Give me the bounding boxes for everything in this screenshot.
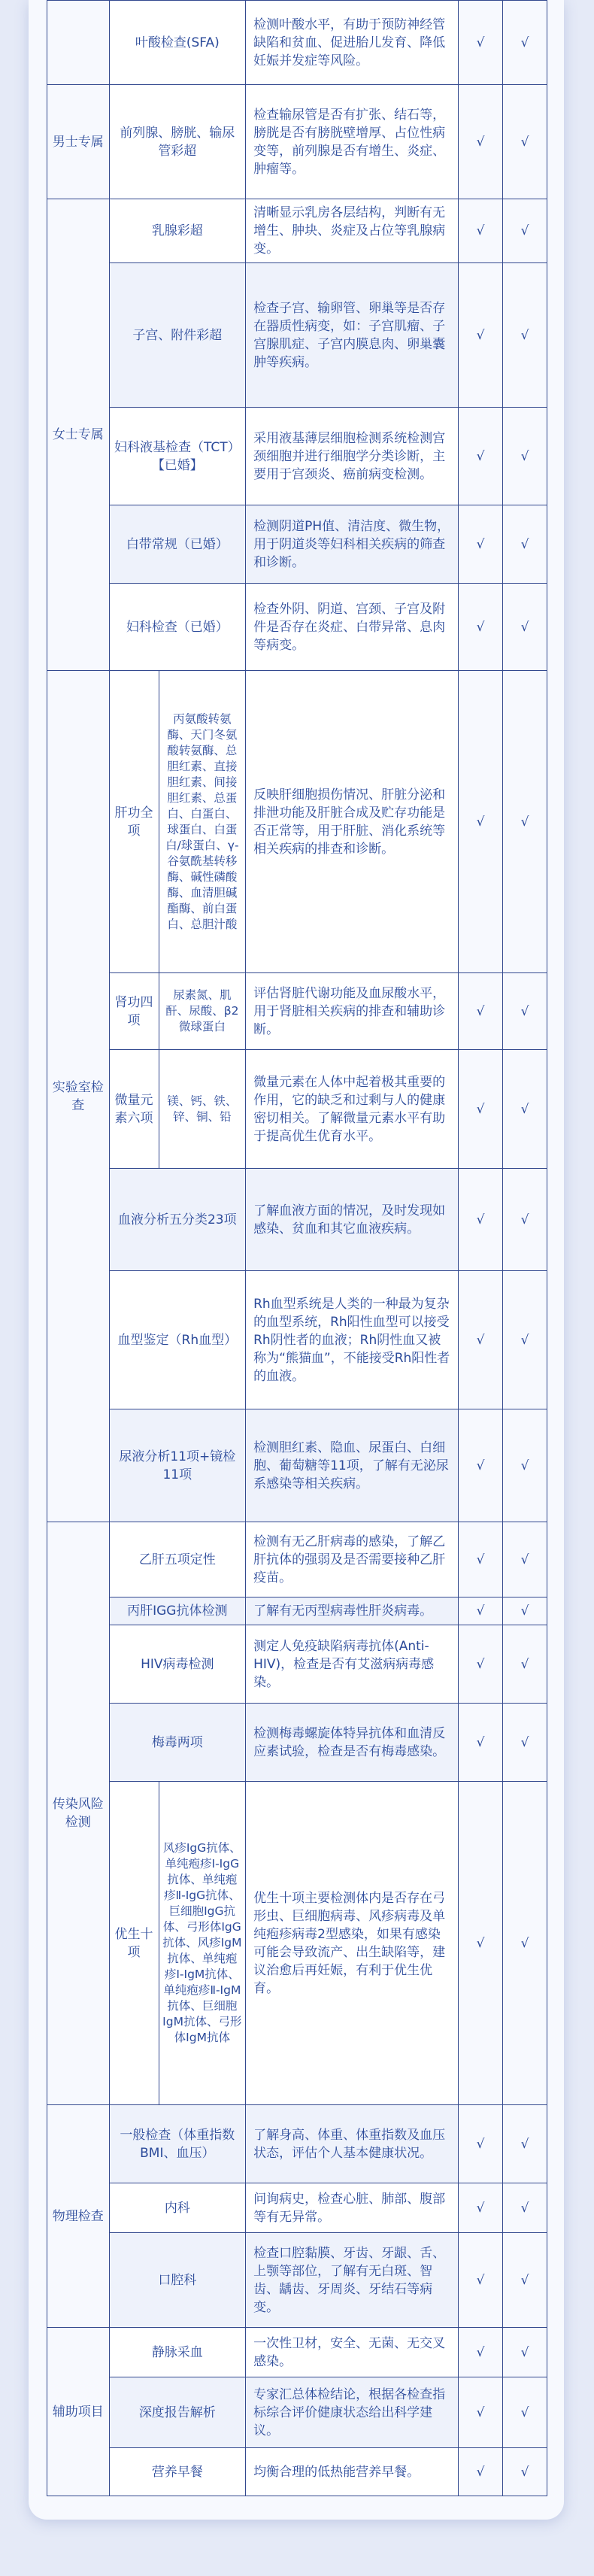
table-row — [47, 1704, 547, 1782]
item-description: 优生十项主要检测体内是否存在弓形虫、巨细胞病毒、风疹病毒及单纯疱疹病毒2型感染，如果有感染可能会导致流产、出生缺陷等，建议治愈后再妊娠，有利于优生优育。 — [246, 1782, 459, 2105]
check-mark: √ — [459, 2328, 503, 2377]
check-mark: √ — [459, 1409, 503, 1522]
check-mark: √ — [459, 1782, 503, 2105]
item-name: 子宫、附件彩超 — [109, 263, 246, 408]
table-row — [47, 1625, 547, 1704]
table-row — [47, 2328, 547, 2377]
item-name: HIV病毒检测 — [109, 1625, 246, 1704]
item-description: 检测叶酸水平，有助于预防神经管缺陷和贫血、促进胎儿发育、降低妊娠并发症等风险。 — [246, 1, 459, 85]
item-subitems: 风疹IgG抗体、单纯疱疹Ⅰ-IgG抗体、单纯疱疹Ⅱ-IgG抗体、巨细胞IgG抗体、弓形体IgG抗体、风疹IgM抗体、单纯疱疹Ⅰ-IgM抗体、单纯疱疹Ⅱ-IgM抗体、巨细胞IgM抗体、弓形体IgM抗体 — [159, 1782, 246, 2105]
check-mark: √ — [459, 2448, 503, 2496]
item-description: 评估肾脏代谢功能及血尿酸水平，用于肾脏相关疾病的排查和辅助诊断。 — [246, 973, 459, 1050]
table-row — [47, 1271, 547, 1409]
check-mark: √ — [503, 671, 547, 973]
item-name: 内科 — [109, 2183, 246, 2233]
check-mark: √ — [459, 2105, 503, 2183]
item-subitems: 尿素氮、肌酐、尿酸、β2微球蛋白 — [159, 973, 246, 1050]
item-subitems: 丙氨酸转氨酶、天门冬氨酸转氨酶、总胆红素、直接胆红素、间接胆红素、总蛋白、白蛋白、球蛋白、白蛋白/球蛋白、γ-谷氨酰基转移酶、碱性磷酸酶、血清胆碱酯酶、前白蛋白、总胆汁酸 — [159, 671, 246, 973]
check-mark: √ — [459, 408, 503, 505]
table-row — [47, 671, 547, 973]
check-mark: √ — [503, 1782, 547, 2105]
item-name: 血型鉴定（Rh血型） — [109, 1271, 246, 1409]
item-description: 清晰显示乳房各层结构，判断有无增生、肿块、炎症及占位等乳腺病变。 — [246, 199, 459, 263]
check-mark: √ — [459, 2377, 503, 2448]
check-mark: √ — [503, 1597, 547, 1625]
exam-items-table — [47, 0, 547, 2496]
item-description: 了解血液方面的情况，及时发现如感染、贫血和其它血液疾病。 — [246, 1169, 459, 1271]
item-name: 白带常规（已婚） — [109, 505, 246, 584]
table-row — [47, 408, 547, 505]
check-mark: √ — [503, 584, 547, 671]
table-row — [47, 1409, 547, 1522]
table-row — [47, 2105, 547, 2183]
table-row — [47, 1050, 547, 1169]
table-row — [47, 1597, 547, 1625]
item-name: 梅毒两项 — [109, 1704, 246, 1782]
check-mark: √ — [503, 263, 547, 408]
table-row — [47, 505, 547, 584]
item-description: Rh血型系统是人类的一种最为复杂的血型系统，Rh阳性血型可以接受Rh阴性者的血液；Rh阴性血又被称为“熊猫血”，不能接受Rh阳性者的血液。 — [246, 1271, 459, 1409]
item-description: 检查子宫、输卵管、卵巢等是否存在器质性病变，如：子宫肌瘤、子宫腺肌症、子宫内膜息肉、卵巢囊肿等疾病。 — [246, 263, 459, 408]
check-mark: √ — [503, 2105, 547, 2183]
item-description: 了解身高、体重、体重指数及血压状态，评估个人基本健康状况。 — [246, 2105, 459, 2183]
table-row — [47, 584, 547, 671]
item-name: 尿液分析11项+镜检11项 — [109, 1409, 246, 1522]
check-mark: √ — [459, 1522, 503, 1597]
check-mark: √ — [503, 1050, 547, 1169]
check-mark: √ — [459, 263, 503, 408]
check-mark: √ — [459, 1271, 503, 1409]
category-male: 男士专属 — [47, 85, 110, 199]
category-cell-blank — [47, 1, 110, 85]
check-mark: √ — [503, 2183, 547, 2233]
table-row — [47, 85, 547, 199]
check-mark: √ — [503, 1704, 547, 1782]
category-aux: 辅助项目 — [47, 2328, 110, 2496]
check-mark: √ — [503, 1, 547, 85]
check-mark: √ — [459, 1, 503, 85]
item-description: 检查输尿管是否有扩张、结石等，膀胱是否有膀胱壁增厚、占位性病变等，前列腺是否有增生、炎症、肿瘤等。 — [246, 85, 459, 199]
check-mark: √ — [503, 85, 547, 199]
check-mark: √ — [459, 1625, 503, 1704]
category-lab: 实验室检查 — [47, 671, 110, 1522]
item-description: 检测梅毒螺旋体特异抗体和血清反应素试验，检查是否有梅毒感染。 — [246, 1704, 459, 1782]
check-mark: √ — [503, 2448, 547, 2496]
item-description: 采用液基薄层细胞检测系统检测宫颈细胞并进行细胞学分类诊断，主要用于宫颈炎、癌前病变检测。 — [246, 408, 459, 505]
category-physical: 物理检查 — [47, 2105, 110, 2328]
item-name: 叶酸检查(SFA) — [109, 1, 246, 85]
item-description: 一次性卫材，安全、无菌、无交叉感染。 — [246, 2328, 459, 2377]
check-mark: √ — [503, 2233, 547, 2328]
table-row — [47, 973, 547, 1050]
check-mark: √ — [459, 85, 503, 199]
check-mark: √ — [503, 1522, 547, 1597]
check-mark: √ — [503, 1271, 547, 1409]
item-name: 口腔科 — [109, 2233, 246, 2328]
check-mark: √ — [459, 671, 503, 973]
item-description: 均衡合理的低热能营养早餐。 — [246, 2448, 459, 2496]
check-mark: √ — [459, 505, 503, 584]
check-mark: √ — [459, 199, 503, 263]
table-row — [47, 1169, 547, 1271]
check-mark: √ — [503, 1169, 547, 1271]
check-mark: √ — [459, 2183, 503, 2233]
item-subitems: 镁、钙、铁、锌、铜、铅 — [159, 1050, 246, 1169]
check-mark: √ — [459, 973, 503, 1050]
item-name: 前列腺、膀胱、输尿管彩超 — [109, 85, 246, 199]
item-name: 血液分析五分类23项 — [109, 1169, 246, 1271]
item-name: 肾功四项 — [109, 973, 159, 1050]
item-description: 专家汇总体检结论，根据各检查指标综合评价健康状态给出科学建议。 — [246, 2377, 459, 2448]
table-row — [47, 263, 547, 408]
check-mark: √ — [503, 1409, 547, 1522]
item-name: 丙肝IGG抗体检测 — [109, 1597, 246, 1625]
check-mark: √ — [459, 1169, 503, 1271]
table-row — [47, 2448, 547, 2496]
check-mark: √ — [503, 408, 547, 505]
check-mark: √ — [459, 1704, 503, 1782]
item-name: 一般检查（体重指数BMI、血压） — [109, 2105, 246, 2183]
item-name: 乙肝五项定性 — [109, 1522, 246, 1597]
item-name: 深度报告解析 — [109, 2377, 246, 2448]
check-mark: √ — [503, 199, 547, 263]
item-name: 肝功全项 — [109, 671, 159, 973]
item-description: 微量元素在人体中起着极其重要的作用，它的缺乏和过剩与人的健康密切相关。了解微量元素水平有助于提高优生优育水平。 — [246, 1050, 459, 1169]
check-mark: √ — [459, 1597, 503, 1625]
item-name: 微量元素六项 — [109, 1050, 159, 1169]
item-name: 营养早餐 — [109, 2448, 246, 2496]
check-mark: √ — [503, 2377, 547, 2448]
item-description: 了解有无丙型病毒性肝炎病毒。 — [246, 1597, 459, 1625]
category-infect: 传染风险检测 — [47, 1522, 110, 2105]
item-description: 检测阴道PH值、清洁度、微生物，用于阴道炎等妇科相关疾病的筛查和诊断。 — [246, 505, 459, 584]
check-mark: √ — [503, 2328, 547, 2377]
table-row — [47, 1522, 547, 1597]
table-row — [47, 2233, 547, 2328]
check-mark: √ — [503, 973, 547, 1050]
item-name: 静脉采血 — [109, 2328, 246, 2377]
item-description: 检查外阴、阴道、宫颈、子宫及附件是否存在炎症、白带异常、息肉等病变。 — [246, 584, 459, 671]
check-mark: √ — [503, 505, 547, 584]
item-description: 测定人免疫缺陷病毒抗体(Anti-HIV)，检查是否有艾滋病病毒感染。 — [246, 1625, 459, 1704]
table-row — [47, 1, 547, 85]
table-row — [47, 2183, 547, 2233]
item-description: 反映肝细胞损伤情况、肝脏分泌和排泄功能及肝脏合成及贮存功能是否正常等，用于肝脏、消化系统等相关疾病的排查和诊断。 — [246, 671, 459, 973]
item-name: 优生十项 — [109, 1782, 159, 2105]
item-description: 检测有无乙肝病毒的感染，了解乙肝抗体的强弱及是否需要接种乙肝疫苗。 — [246, 1522, 459, 1597]
item-description: 检查口腔黏膜、牙齿、牙龈、舌、上颚等部位，了解有无白斑、智齿、龋齿、牙周炎、牙结石等病变。 — [246, 2233, 459, 2328]
check-mark: √ — [459, 1050, 503, 1169]
table-row — [47, 2377, 547, 2448]
item-name: 妇科液基检查（TCT）【已婚】 — [109, 408, 246, 505]
check-mark: √ — [459, 2233, 503, 2328]
item-name: 乳腺彩超 — [109, 199, 246, 263]
table-row — [47, 199, 547, 263]
item-description: 问询病史，检查心脏、肺部、腹部等有无异常。 — [246, 2183, 459, 2233]
category-female: 女士专属 — [47, 199, 110, 671]
table-row — [47, 1782, 547, 2105]
check-mark: √ — [503, 1625, 547, 1704]
item-name: 妇科检查（已婚） — [109, 584, 246, 671]
item-description: 检测胆红素、隐血、尿蛋白、白细胞、葡萄糖等11项，了解有无泌尿系感染等相关疾病。 — [246, 1409, 459, 1522]
check-mark: √ — [459, 584, 503, 671]
